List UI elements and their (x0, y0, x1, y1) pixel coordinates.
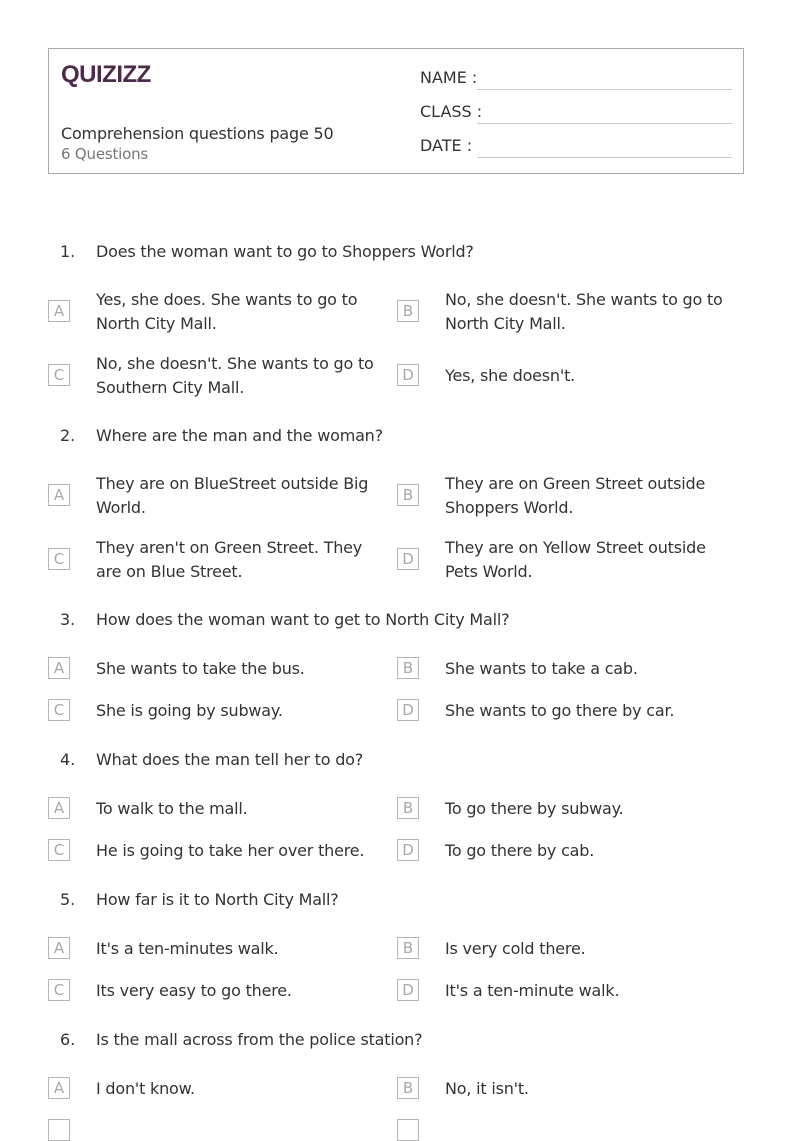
question-text: How does the woman want to get to North City Mall? (96, 610, 510, 629)
class-line[interactable] (477, 123, 732, 124)
question-number: 4. (60, 750, 76, 769)
name-label: NAME : (420, 68, 478, 87)
question-number: 2. (60, 426, 76, 445)
option-a-box[interactable]: A (48, 657, 70, 679)
option-d-box[interactable] (397, 1119, 419, 1141)
option-b-box[interactable]: B (397, 657, 419, 679)
option-c-text: He is going to take her over there. (96, 841, 365, 860)
option-c-box[interactable]: C (48, 839, 70, 861)
option-a-text: It's a ten-minutes walk. (96, 939, 279, 958)
option-c-text: They aren't on Green Street. They are on Blue Street. (96, 538, 363, 581)
option-c-text: She is going by subway. (96, 701, 283, 720)
option-d-box[interactable]: D (397, 364, 419, 386)
option-b-box[interactable]: B (397, 484, 419, 506)
option-a-box[interactable]: A (48, 300, 70, 322)
option-b-text: No, it isn't. (445, 1079, 529, 1098)
question-number: 5. (60, 890, 76, 909)
option-a-box[interactable]: A (48, 797, 70, 819)
class-label: CLASS : (420, 102, 483, 121)
option-a-box[interactable]: A (48, 484, 70, 506)
worksheet-header (48, 48, 744, 174)
question-number: 1. (60, 242, 76, 261)
option-b-text: Is very cold there. (445, 939, 586, 958)
option-b-text: She wants to take a cab. (445, 659, 638, 678)
question-text: What does the man tell her to do? (96, 750, 364, 769)
option-c-text: No, she doesn't. She wants to go to Southern City Mall. (96, 354, 374, 397)
option-a-box[interactable]: A (48, 1077, 70, 1099)
worksheet-title: Comprehension questions page 50 (61, 124, 334, 143)
option-d-box[interactable]: D (397, 548, 419, 570)
option-c-box[interactable]: C (48, 548, 70, 570)
question-text: Is the mall across from the police station? (96, 1030, 423, 1049)
option-b-box[interactable]: B (397, 1077, 419, 1099)
option-d-text: She wants to go there by car. (445, 701, 675, 720)
option-b-box[interactable]: B (397, 300, 419, 322)
option-b-text: No, she doesn't. She wants to go to North City Mall. (445, 290, 723, 333)
option-d-box[interactable]: D (397, 839, 419, 861)
question-number: 6. (60, 1030, 76, 1049)
question-count: 6 Questions (61, 145, 149, 163)
date-line[interactable] (477, 157, 732, 158)
question-text: How far is it to North City Mall? (96, 890, 339, 909)
option-c-box[interactable] (48, 1119, 70, 1141)
option-d-box[interactable]: D (397, 979, 419, 1001)
option-d-text: To go there by cab. (445, 841, 595, 860)
option-b-box[interactable]: B (397, 937, 419, 959)
date-label: DATE : (420, 136, 473, 155)
svg-text:QUIZIZZ: QUIZIZZ (61, 61, 151, 88)
question-text: Where are the man and the woman? (96, 426, 383, 445)
option-a-text: I don't know. (96, 1079, 195, 1098)
option-d-text: They are on Yellow Street outside Pets World. (445, 538, 706, 581)
option-c-text: Its very easy to go there. (96, 981, 292, 1000)
question-text: Does the woman want to go to Shoppers World? (96, 242, 474, 261)
option-b-box[interactable]: B (397, 797, 419, 819)
option-a-text: To walk to the mall. (96, 799, 248, 818)
option-a-box[interactable]: A (48, 937, 70, 959)
option-a-text: Yes, she does. She wants to go to North City Mall. (96, 290, 358, 333)
name-line[interactable] (477, 89, 732, 90)
option-d-text: It's a ten-minute walk. (445, 981, 620, 1000)
option-d-text: Yes, she doesn't. (445, 366, 576, 385)
quizizz-logo (61, 59, 153, 89)
question-number: 3. (60, 610, 76, 629)
option-c-box[interactable]: C (48, 364, 70, 386)
option-c-box[interactable]: C (48, 699, 70, 721)
option-d-box[interactable]: D (397, 699, 419, 721)
option-a-text: She wants to take the bus. (96, 659, 305, 678)
option-b-text: To go there by subway. (445, 799, 624, 818)
option-b-text: They are on Green Street outside Shoppers World. (445, 474, 706, 517)
option-c-box[interactable]: C (48, 979, 70, 1001)
option-a-text: They are on BlueStreet outside Big World. (96, 474, 369, 517)
